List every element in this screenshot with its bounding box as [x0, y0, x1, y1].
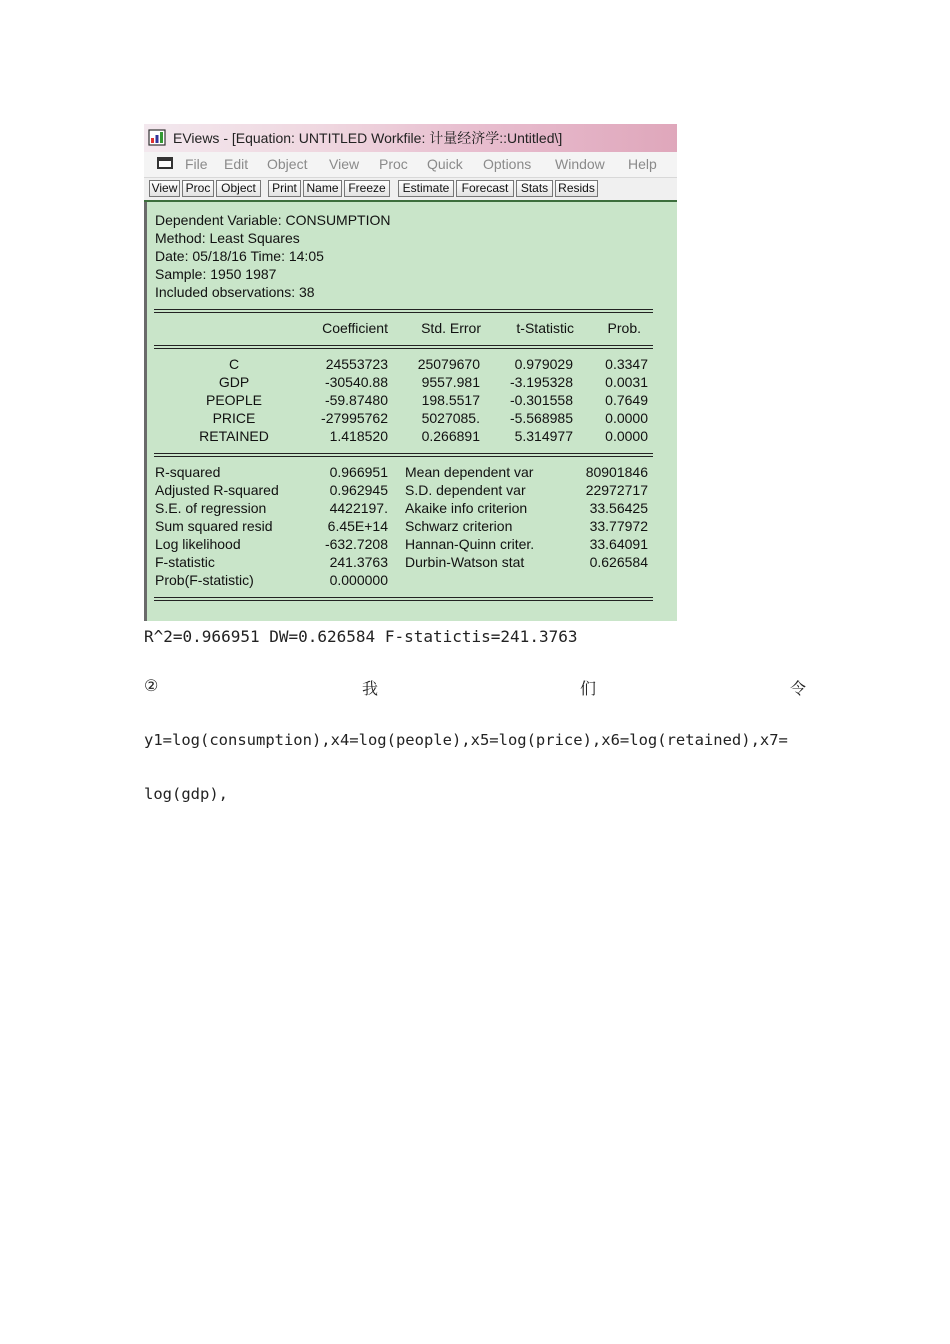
- window-title: EViews - [Equation: UNTITLED Workfile: 计量经济学::Untitled\]: [173, 130, 563, 146]
- stat-label: Adjusted R-squared: [155, 482, 279, 498]
- name-button[interactable]: Name: [303, 180, 342, 197]
- stat-label: S.E. of regression: [155, 500, 267, 516]
- variable-name: PEOPLE: [205, 392, 263, 408]
- stat-label: Schwarz criterion: [405, 518, 513, 534]
- menu-object[interactable]: Object: [267, 156, 308, 172]
- stat-label: S.D. dependent var: [405, 482, 526, 498]
- prob-value: 0.3347: [605, 356, 648, 372]
- stat-value: 80901846: [585, 464, 648, 480]
- variable-name: C: [228, 356, 240, 372]
- t-statistic-value: -5.568985: [509, 410, 573, 426]
- stat-value: 33.56425: [589, 500, 648, 516]
- summary-line: R^2=0.966951 DW=0.626584 F-statictis=241.3763: [144, 627, 578, 646]
- variable-name: RETAINED: [199, 428, 269, 444]
- stat-value: -632.7208: [324, 536, 388, 552]
- std-error-value: 0.266891: [421, 428, 480, 444]
- col-header-prob: Prob.: [607, 320, 641, 336]
- stat-value: 0.626584: [589, 554, 648, 570]
- menu-proc[interactable]: Proc: [379, 156, 408, 172]
- t-statistic-value: -0.301558: [509, 392, 573, 408]
- menu-bar: [144, 152, 677, 178]
- title-bar[interactable]: [144, 124, 677, 152]
- menu-view[interactable]: View: [329, 156, 360, 172]
- std-error-value: 198.5517: [421, 392, 480, 408]
- toolbar: [144, 178, 677, 202]
- freeze-button[interactable]: Freeze: [344, 180, 390, 197]
- menu-help[interactable]: Help: [628, 156, 657, 172]
- eviews-window: [144, 124, 677, 621]
- stat-value: 33.64091: [589, 536, 648, 552]
- rule: [154, 456, 653, 457]
- rule: [154, 597, 653, 598]
- object-button[interactable]: Object: [216, 180, 261, 197]
- resids-button[interactable]: Resids: [555, 180, 598, 197]
- stat-label: R-squared: [155, 464, 221, 480]
- stat-value: 241.3763: [329, 554, 388, 570]
- print-button[interactable]: Print: [268, 180, 301, 197]
- stat-value: 22972717: [585, 482, 648, 498]
- coefficient-value: 24553723: [325, 356, 388, 372]
- rule: [154, 348, 653, 349]
- prob-value: 0.0000: [605, 410, 648, 426]
- view-button[interactable]: View: [149, 180, 180, 197]
- stat-label: Akaike info criterion: [405, 500, 528, 516]
- variable-name: PRICE: [212, 410, 256, 426]
- coefficient-value: -27995762: [321, 410, 388, 426]
- col-header-t-statistic: t-Statistic: [516, 320, 574, 336]
- step-word: 们: [580, 679, 597, 698]
- dependent-variable: Dependent Variable: CONSUMPTION: [155, 212, 391, 228]
- rule: [154, 345, 653, 346]
- t-statistic-value: 0.979029: [514, 356, 573, 372]
- step-word: 令: [790, 679, 807, 698]
- eviews-app-icon: [148, 129, 166, 146]
- menu-quick[interactable]: Quick: [427, 156, 463, 172]
- forecast-button[interactable]: Forecast: [456, 180, 514, 197]
- stats-button[interactable]: Stats: [516, 180, 553, 197]
- stat-label: Sum squared resid: [155, 518, 273, 534]
- regression-output: [147, 202, 677, 621]
- std-error-value: 9557.981: [421, 374, 480, 390]
- prob-value: 0.7649: [605, 392, 648, 408]
- stat-value: 33.77972: [589, 518, 648, 534]
- stat-value: 6.45E+14: [327, 518, 388, 534]
- document-icon[interactable]: [157, 157, 173, 169]
- std-error-value: 25079670: [417, 356, 480, 372]
- stat-label: Log likelihood: [155, 536, 241, 552]
- rule: [154, 309, 653, 310]
- step-word: 我: [362, 679, 379, 698]
- coefficient-value: 1.418520: [329, 428, 388, 444]
- definition-line-1: y1=log(consumption),x4=log(people),x5=log(price),x6=log(retained),x7=: [144, 731, 788, 749]
- rule: [154, 600, 653, 601]
- definition-line-2: log(gdp),: [144, 785, 228, 803]
- date-time: Date: 05/18/16 Time: 14:05: [155, 248, 324, 264]
- prob-value: 0.0000: [605, 428, 648, 444]
- rule: [154, 312, 653, 313]
- menu-edit[interactable]: Edit: [224, 156, 249, 172]
- col-header-std-error: Std. Error: [421, 320, 481, 336]
- rule: [154, 453, 653, 454]
- sample: Sample: 1950 1987: [155, 266, 277, 282]
- stat-value: 4422197.: [329, 500, 388, 516]
- t-statistic-value: 5.314977: [514, 428, 573, 444]
- col-header-coefficient: Coefficient: [322, 320, 388, 336]
- estimate-button[interactable]: Estimate: [398, 180, 454, 197]
- stat-value: 0.962945: [329, 482, 388, 498]
- method: Method: Least Squares: [155, 230, 300, 246]
- coefficient-value: -59.87480: [324, 392, 388, 408]
- observations: Included observations: 38: [155, 284, 315, 300]
- proc-button[interactable]: Proc: [182, 180, 214, 197]
- prob-value: 0.0031: [605, 374, 648, 390]
- stat-value: 0.966951: [329, 464, 388, 480]
- stat-label: Durbin-Watson stat: [405, 554, 525, 570]
- variable-name: GDP: [218, 374, 250, 390]
- coefficient-value: -30540.88: [324, 374, 388, 390]
- menu-window[interactable]: Window: [555, 156, 605, 172]
- menu-file[interactable]: File: [185, 156, 208, 172]
- step-marker: ②: [144, 676, 159, 695]
- stat-label: Prob(F-statistic): [155, 572, 254, 588]
- std-error-value: 5027085.: [421, 410, 480, 426]
- stat-label: Mean dependent var: [405, 464, 534, 480]
- t-statistic-value: -3.195328: [509, 374, 573, 390]
- stat-label: Hannan-Quinn criter.: [405, 536, 535, 552]
- stat-value: 0.000000: [329, 572, 388, 588]
- stat-label: F-statistic: [155, 554, 215, 570]
- menu-options[interactable]: Options: [483, 156, 532, 172]
